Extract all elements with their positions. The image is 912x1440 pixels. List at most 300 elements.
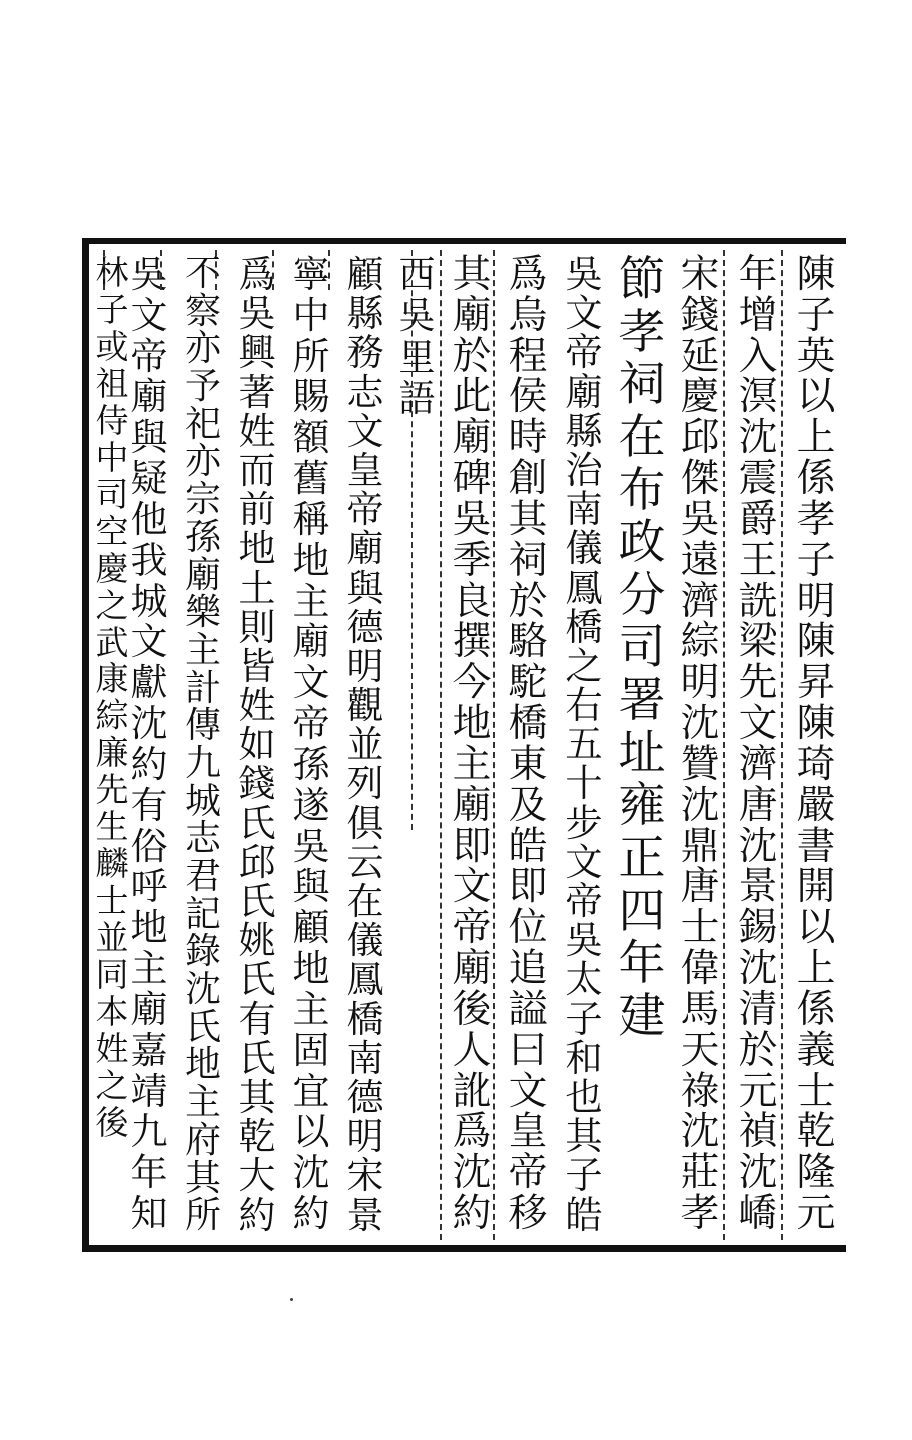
glyph: 德	[346, 1075, 384, 1119]
glyph: 九	[185, 742, 221, 784]
glyph: 明	[796, 578, 836, 624]
text-column-2	[730, 252, 786, 1246]
glyph: 橋	[565, 604, 603, 649]
glyph: 宗	[185, 479, 221, 521]
glyph: 錄	[185, 931, 221, 973]
glyph: 帝	[565, 879, 603, 923]
glyph: 陳	[796, 252, 836, 297]
glyph: 地	[185, 1044, 221, 1086]
glyph: 司	[618, 620, 666, 676]
glyph: 烏	[508, 292, 548, 338]
glyph: 皓	[508, 823, 548, 869]
glyph: 嶠	[738, 1191, 778, 1237]
glyph: 追	[508, 946, 548, 992]
glyph: 訛	[452, 1068, 492, 1114]
glyph: 義	[796, 1027, 836, 1073]
glyph: 西	[398, 253, 436, 296]
glyph: 府	[185, 1119, 221, 1161]
glyph: 皇	[508, 1109, 548, 1155]
glyph: 良	[452, 578, 492, 624]
glyph: 祠	[618, 357, 666, 413]
glyph: 於	[738, 1027, 778, 1073]
glyph: 祠	[508, 537, 548, 583]
glyph: 廟	[452, 415, 492, 461]
glyph: 並	[95, 918, 129, 958]
glyph: 慶	[680, 374, 720, 420]
glyph: 於	[452, 333, 492, 379]
glyph: 東	[508, 741, 548, 787]
glyph: 係	[796, 986, 836, 1032]
glyph: 宋	[346, 1154, 384, 1198]
column-rule	[440, 250, 442, 1240]
glyph: 予	[185, 366, 221, 408]
column-rule	[215, 250, 217, 290]
glyph: 皆	[238, 644, 276, 688]
glyph: 如	[238, 723, 276, 767]
glyph: 儀	[346, 919, 384, 963]
glyph: 吳	[398, 294, 436, 338]
glyph: 帝	[292, 702, 330, 746]
glyph: 偉	[680, 946, 720, 992]
glyph: 謚	[508, 986, 548, 1032]
column-rule	[328, 250, 330, 290]
glyph: 和	[565, 1035, 603, 1080]
glyph: 姚	[238, 919, 276, 963]
glyph: 五	[565, 722, 603, 767]
glyph: 書	[796, 823, 836, 869]
text-column-11	[232, 253, 282, 1246]
glyph: 列	[346, 762, 384, 806]
glyph: 主	[130, 947, 168, 991]
glyph: 濟	[738, 741, 778, 787]
text-column-5	[556, 252, 612, 1246]
glyph: 孝	[796, 496, 836, 542]
glyph: 其	[508, 496, 548, 542]
glyph: 侍	[95, 400, 129, 440]
glyph: 本	[95, 992, 129, 1032]
glyph: 皓	[565, 1192, 603, 1237]
glyph: 址	[618, 725, 666, 781]
glyph: 亦	[185, 441, 221, 483]
glyph: 上	[796, 946, 836, 992]
glyph: 中	[292, 293, 330, 337]
glyph: 文	[508, 1068, 548, 1114]
glyph: 建	[618, 988, 666, 1044]
glyph: 撰	[452, 619, 492, 665]
glyph: 而	[238, 448, 276, 492]
glyph: 駱	[508, 619, 548, 665]
glyph: 傳	[185, 705, 221, 747]
glyph: 林	[95, 253, 129, 292]
text-column-12	[178, 253, 228, 1246]
glyph: 地	[130, 906, 168, 950]
glyph: 贊	[680, 741, 720, 787]
glyph: 地	[452, 701, 492, 747]
glyph: 爲	[508, 252, 548, 297]
glyph: 分	[618, 567, 666, 623]
text-column-7	[444, 252, 500, 1246]
glyph: 沈	[680, 782, 720, 828]
glyph: 位	[508, 905, 548, 951]
glyph: 沈	[738, 946, 778, 992]
glyph: 爲	[238, 253, 276, 296]
glyph: 沈	[680, 701, 720, 747]
glyph: 地	[292, 538, 330, 582]
glyph: 開	[796, 864, 836, 910]
glyph: 我	[130, 538, 168, 582]
glyph: 陳	[796, 701, 836, 747]
glyph: 清	[738, 986, 778, 1032]
glyph: 陳	[796, 619, 836, 665]
glyph: 德	[346, 605, 384, 649]
glyph: 沈	[292, 1151, 330, 1195]
glyph: 鳳	[565, 565, 603, 610]
glyph: 之	[95, 585, 129, 625]
glyph: 麟	[95, 844, 129, 884]
glyph: 雍	[618, 778, 666, 834]
glyph: 綜	[95, 696, 129, 736]
glyph: 廟	[452, 782, 492, 828]
glyph: 錫	[738, 905, 778, 951]
glyph: 靖	[130, 1069, 168, 1113]
glyph: 有	[238, 997, 276, 1041]
glyph: 廟	[565, 369, 603, 414]
glyph: 景	[346, 1193, 384, 1237]
glyph: 四	[618, 883, 666, 939]
glyph: 乾	[796, 1109, 836, 1155]
glyph: 並	[346, 723, 384, 767]
glyph: 云	[346, 840, 384, 884]
glyph: 沈	[738, 823, 778, 869]
glyph: 駝	[508, 660, 548, 706]
glyph: 邱	[680, 415, 720, 461]
glyph: 昇	[796, 660, 836, 706]
glyph: 吳	[565, 918, 603, 963]
glyph: 子	[565, 996, 603, 1041]
glyph: 中	[95, 437, 129, 477]
glyph: 景	[738, 864, 778, 910]
glyph: 姓	[95, 1029, 129, 1069]
glyph: 在	[346, 880, 384, 923]
glyph: 濟	[680, 578, 720, 624]
glyph: 詵	[738, 578, 778, 624]
glyph: 邱	[238, 840, 276, 884]
glyph: 士	[95, 881, 129, 921]
glyph: 皇	[346, 448, 384, 492]
glyph: 後	[95, 1102, 129, 1142]
glyph: 約	[292, 1192, 330, 1236]
glyph: 吳	[292, 824, 330, 868]
glyph: 他	[130, 497, 168, 541]
glyph: 祖	[95, 363, 129, 403]
glyph: 帝	[130, 334, 168, 378]
glyph: 廟	[452, 292, 492, 338]
glyph: 廟	[292, 620, 330, 664]
glyph: 橋	[508, 701, 548, 747]
glyph: 入	[738, 333, 778, 379]
glyph: 里	[398, 335, 436, 379]
glyph: 沈	[185, 969, 221, 1011]
glyph: 司	[95, 474, 129, 514]
glyph: 唐	[738, 782, 778, 828]
glyph: 呼	[130, 865, 168, 909]
glyph: 樂	[185, 592, 221, 634]
glyph: 以	[796, 905, 836, 951]
text-column-14	[92, 253, 132, 1246]
glyph: 遂	[292, 783, 330, 827]
glyph: 文	[565, 291, 603, 336]
glyph: 與	[292, 865, 330, 909]
glyph: 遠	[680, 537, 720, 583]
glyph: 俗	[130, 824, 168, 868]
glyph: 廉	[95, 733, 129, 773]
glyph: 城	[185, 780, 221, 822]
glyph: 土	[238, 566, 276, 610]
glyph: 錢	[238, 762, 276, 806]
glyph: 後	[452, 986, 492, 1032]
glyph: 約	[452, 1191, 492, 1237]
glyph: 祀	[185, 403, 221, 445]
column-rule	[493, 250, 495, 1240]
glyph: 署	[618, 673, 666, 728]
glyph: 著	[238, 370, 276, 414]
glyph: 吳	[680, 496, 720, 542]
glyph: 以	[292, 1110, 330, 1154]
glyph: 廟	[185, 554, 221, 596]
glyph: 沈	[130, 702, 168, 746]
glyph: 大	[238, 1154, 276, 1198]
glyph: 記	[185, 893, 221, 935]
glyph: 君	[185, 856, 221, 897]
glyph: 其	[565, 1114, 603, 1159]
glyph: 震	[738, 456, 778, 502]
glyph: 元	[738, 1068, 778, 1114]
glyph: 察	[185, 290, 221, 332]
text-column-6	[500, 252, 556, 1246]
glyph: 時	[508, 415, 548, 461]
glyph: 溟	[738, 374, 778, 420]
column-rule	[272, 250, 274, 290]
glyph: 廟	[130, 987, 168, 1031]
glyph: 先	[95, 770, 129, 810]
glyph: 橋	[346, 997, 384, 1041]
glyph: 地	[292, 947, 330, 991]
glyph: 舊	[292, 457, 330, 501]
glyph: 之	[565, 643, 603, 688]
glyph: 所	[185, 1195, 221, 1237]
glyph: 文	[130, 620, 168, 664]
glyph: 縣	[346, 292, 384, 336]
glyph: 天	[680, 1027, 720, 1073]
glyph: 其	[185, 1157, 221, 1199]
glyph: 士	[680, 905, 720, 951]
glyph: 帝	[346, 488, 384, 532]
glyph: 嘉	[130, 1028, 168, 1072]
glyph: 則	[238, 605, 276, 649]
glyph: 碑	[452, 456, 492, 502]
glyph: 氏	[238, 880, 276, 923]
glyph: 不	[185, 253, 221, 294]
ink-speck	[290, 1298, 293, 1301]
glyph: 上	[796, 415, 836, 461]
glyph: 在	[618, 409, 666, 465]
glyph: 程	[508, 333, 548, 379]
text-column-9	[340, 253, 390, 1246]
glyph: 正	[618, 830, 666, 886]
glyph: 增	[738, 292, 778, 338]
glyph: 語	[398, 377, 436, 421]
text-column-8	[392, 253, 442, 1246]
glyph: 文	[292, 661, 330, 705]
glyph: 其	[238, 1075, 276, 1119]
column-rule	[781, 250, 783, 1240]
glyph: 九	[130, 1110, 168, 1154]
glyph: 沈	[738, 1150, 778, 1196]
glyph: 右	[565, 683, 603, 728]
column-rule	[160, 250, 162, 290]
glyph: 禎	[738, 1109, 778, 1155]
glyph: 吳	[238, 292, 276, 336]
glyph: 唐	[680, 864, 720, 910]
glyph: 康	[95, 659, 129, 699]
glyph: 同	[95, 955, 129, 995]
glyph: 創	[508, 456, 548, 502]
glyph: 鼎	[680, 823, 720, 869]
glyph: 宜	[292, 1069, 330, 1113]
glyph: 約	[238, 1193, 276, 1237]
glyph: 吳	[565, 252, 603, 296]
glyph: 主	[185, 629, 221, 671]
glyph: 文	[738, 701, 778, 747]
glyph: 沈	[738, 415, 778, 461]
glyph: 太	[565, 957, 603, 1002]
glyph: 所	[292, 334, 330, 378]
glyph: 姓	[238, 409, 276, 453]
glyph: 志	[346, 370, 384, 414]
glyph: 元	[796, 1191, 836, 1237]
text-column-1	[788, 252, 844, 1246]
glyph: 琦	[796, 741, 836, 787]
glyph: 文	[452, 864, 492, 910]
glyph: 南	[565, 487, 603, 532]
glyph: 以	[796, 374, 836, 420]
text-column-4	[614, 252, 670, 1246]
glyph: 獻	[130, 661, 168, 705]
glyph: 子	[95, 289, 129, 329]
glyph: 帝	[508, 1150, 548, 1196]
glyph: 宋	[680, 252, 720, 297]
glyph: 空	[95, 511, 129, 551]
glyph: 即	[452, 823, 492, 869]
glyph: 先	[738, 660, 778, 706]
glyph: 氏	[238, 1036, 276, 1080]
glyph: 梁	[738, 619, 778, 665]
glyph: 隆	[796, 1150, 836, 1196]
text-column-10	[286, 253, 336, 1246]
glyph: 此	[452, 374, 492, 420]
glyph: 儀	[565, 526, 603, 571]
glyph: 知	[130, 1192, 168, 1236]
glyph: 鳳	[346, 958, 384, 1002]
glyph: 明	[346, 1115, 384, 1159]
glyph: 孝	[680, 1191, 720, 1237]
glyph: 觀	[346, 684, 384, 728]
glyph: 主	[452, 741, 492, 787]
glyph: 延	[680, 333, 720, 379]
glyph: 賜	[292, 375, 330, 419]
glyph: 地	[238, 527, 276, 571]
glyph: 計	[185, 667, 221, 709]
glyph: 錢	[680, 292, 720, 338]
glyph: 帝	[452, 905, 492, 951]
glyph: 俱	[346, 801, 384, 845]
glyph: 沈	[452, 1150, 492, 1196]
glyph: 沈	[680, 1109, 720, 1155]
glyph: 前	[238, 488, 276, 532]
glyph: 約	[130, 742, 168, 786]
column-rule	[103, 250, 105, 290]
glyph: 明	[680, 660, 720, 706]
glyph: 廟	[130, 375, 168, 419]
glyph: 即	[508, 864, 548, 910]
glyph: 季	[452, 537, 492, 583]
glyph: 慶	[95, 548, 129, 588]
glyph: 務	[346, 331, 384, 375]
glyph: 係	[796, 456, 836, 502]
glyph: 移	[508, 1191, 548, 1237]
glyph: 於	[508, 578, 548, 624]
glyph: 文	[346, 409, 384, 453]
column-rule	[723, 250, 725, 1240]
glyph: 主	[292, 579, 330, 623]
glyph: 王	[738, 537, 778, 583]
column-rule	[411, 250, 413, 830]
glyph: 額	[292, 416, 330, 460]
glyph: 及	[508, 782, 548, 828]
glyph: 孫	[292, 742, 330, 786]
glyph: 士	[796, 1068, 836, 1114]
glyph: 明	[346, 644, 384, 688]
glyph: 爲	[452, 1109, 492, 1155]
glyph: 布	[618, 462, 666, 518]
glyph: 稱	[292, 497, 330, 541]
glyph: 子	[565, 1153, 603, 1198]
glyph: 治	[565, 447, 603, 492]
glyph: 主	[292, 987, 330, 1031]
glyph: 莊	[680, 1150, 720, 1196]
glyph: 今	[452, 660, 492, 706]
glyph: 疑	[130, 457, 168, 501]
glyph: 傑	[680, 456, 720, 502]
glyph: 孝	[618, 304, 666, 360]
glyph: 或	[95, 326, 129, 366]
glyph: 帝	[565, 330, 603, 375]
glyph: 步	[565, 800, 603, 845]
glyph: 之	[95, 1065, 129, 1105]
glyph: 節	[618, 252, 666, 307]
glyph: 廟	[452, 946, 492, 992]
glyph: 與	[346, 566, 384, 610]
glyph: 城	[130, 579, 168, 623]
glyph: 氏	[238, 958, 276, 1002]
glyph: 氏	[185, 1006, 221, 1048]
glyph: 年	[130, 1151, 168, 1195]
glyph: 孫	[185, 516, 221, 558]
glyph: 生	[95, 807, 129, 847]
glyph: 吳	[452, 496, 492, 542]
glyph: 廟	[346, 527, 384, 571]
glyph: 姓	[238, 684, 276, 728]
